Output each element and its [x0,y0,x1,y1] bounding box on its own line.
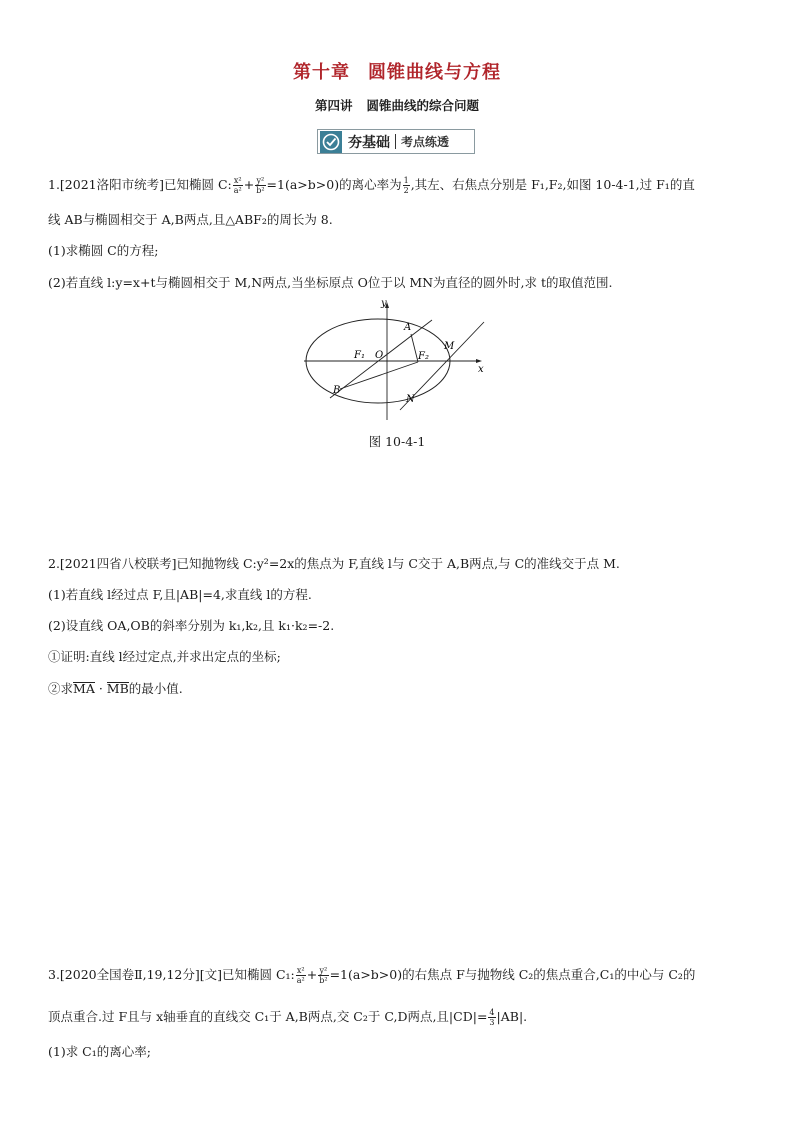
problem-2-question-2a: ①证明:直线 l经过定点,并求出定点的坐标; [48,649,281,664]
problem-3-line-1 [48,966,695,985]
problem-3-text-c: 顶点重合.过 F且与 x轴垂直的直线交 C₁于 A,B两点,交 C₂于 C,D两点,且|CD|= [48,1009,488,1024]
problem-3-text-b: =1(a>b>0)的右焦点 F与抛物线 C₂的焦点重合,C₁的中心与 C₂的 [329,967,696,982]
x-axis-arrow [476,359,482,363]
plus-sign: + [243,177,255,192]
frac-num: y² [319,966,328,975]
plus-sign: + [306,967,318,982]
label-m: M [444,341,455,352]
frac-den: a² [233,186,242,195]
vector-ma: MA [73,681,95,696]
problem-3-question-1: (1)求 C₁的离心率; [48,1044,151,1059]
frac-den: 2 [403,186,409,195]
problem-1-text-b: =1(a>b>0)的离心率为 [266,177,402,192]
label-n: N [406,394,415,405]
chapter-number: 第十章 [293,62,350,83]
label-x: x [478,364,484,375]
fraction-y2-b2 [318,966,328,985]
problem-1-line-1 [48,176,695,195]
label-y: y [381,298,387,309]
problem-1-text-c: ,其左、右焦点分别是 F₁,F₂,如图 10-4-1,过 F₁的直 [410,177,695,192]
frac-den: b² [256,186,265,195]
lesson-title [0,96,794,114]
dot-operator: · [94,681,107,696]
q2b-suffix: 的最小值. [128,681,183,696]
fraction-y2-b2 [255,176,265,195]
label-o: O [375,350,384,361]
fraction-x2-a2 [233,176,243,195]
chapter-title [0,58,794,84]
fraction-x2-a2 [296,966,306,985]
problem-2-question-2: (2)设直线 OA,OB的斜率分别为 k₁,k₂,且 k₁·k₂=-2. [48,618,335,633]
problem-1-question-1: (1)求椭圆 C的方程; [48,243,159,258]
badge-sub-label: 考点练透 [401,135,450,149]
frac-den: a² [296,976,305,985]
problem-3-line-2 [48,1008,527,1027]
problem-1-question-2: (2)若直线 l:y=x+t与椭圆相交于 M,N两点,当坐标原点 O位于以 MN为直径的圆外时,求 t的取值范围. [48,275,613,290]
section-badge [317,129,475,154]
frac-num: y² [256,176,265,185]
frac-den: 3 [489,1018,495,1027]
segment-af2 [411,334,418,362]
target-check-icon [320,131,342,153]
frac-num: x² [296,966,305,975]
figure-caption: 图 10-4-1 [368,434,426,449]
chapter-name: 圆锥曲线与方程 [368,62,501,83]
problem-2-line-1: 2.[2021四省八校联考]已知抛物线 C:y²=2x的焦点为 F,直线 l与 C交于 A,B两点,与 C的准线交于点 M. [48,556,620,571]
label-b: B [333,385,341,396]
badge-main-label: 夯基础 [348,134,390,151]
frac-num: 4 [489,1008,495,1017]
fraction-eccentricity [403,176,410,195]
label-a: A [404,322,412,333]
problem-1-tag: 1.[2021洛阳市统考] [48,177,164,192]
fraction-four-thirds [488,1008,495,1027]
ellipse-figure [300,292,500,424]
label-f1: F₁ [354,350,365,361]
problem-3-text-d: |AB|. [496,1009,528,1024]
label-f2: F₂ [418,351,429,362]
lesson-number: 第四讲 [314,98,353,113]
frac-num: x² [233,176,242,185]
lesson-name: 圆锥曲线的综合问题 [366,98,480,113]
problem-2-question-2b [48,680,183,698]
frac-den: b² [319,976,328,985]
badge-divider [395,134,396,149]
problem-3-tag: 3.[2020全国卷Ⅱ,19,12分][文] [48,967,222,982]
problem-2-question-1: (1)若直线 l经过点 F,且|AB|=4,求直线 l的方程. [48,587,312,602]
problem-1-text-a: 已知椭圆 C: [164,177,232,192]
segment-bf2 [340,362,418,389]
frac-num: 1 [403,176,409,185]
q2b-prefix: ②求 [48,681,74,696]
problem-1-line-2: 线 AB与椭圆相交于 A,B两点,且△ABF₂的周长为 8. [48,212,333,227]
vector-mb: MB [106,681,129,696]
problem-3-text-a: 已知椭圆 C₁: [222,967,295,982]
